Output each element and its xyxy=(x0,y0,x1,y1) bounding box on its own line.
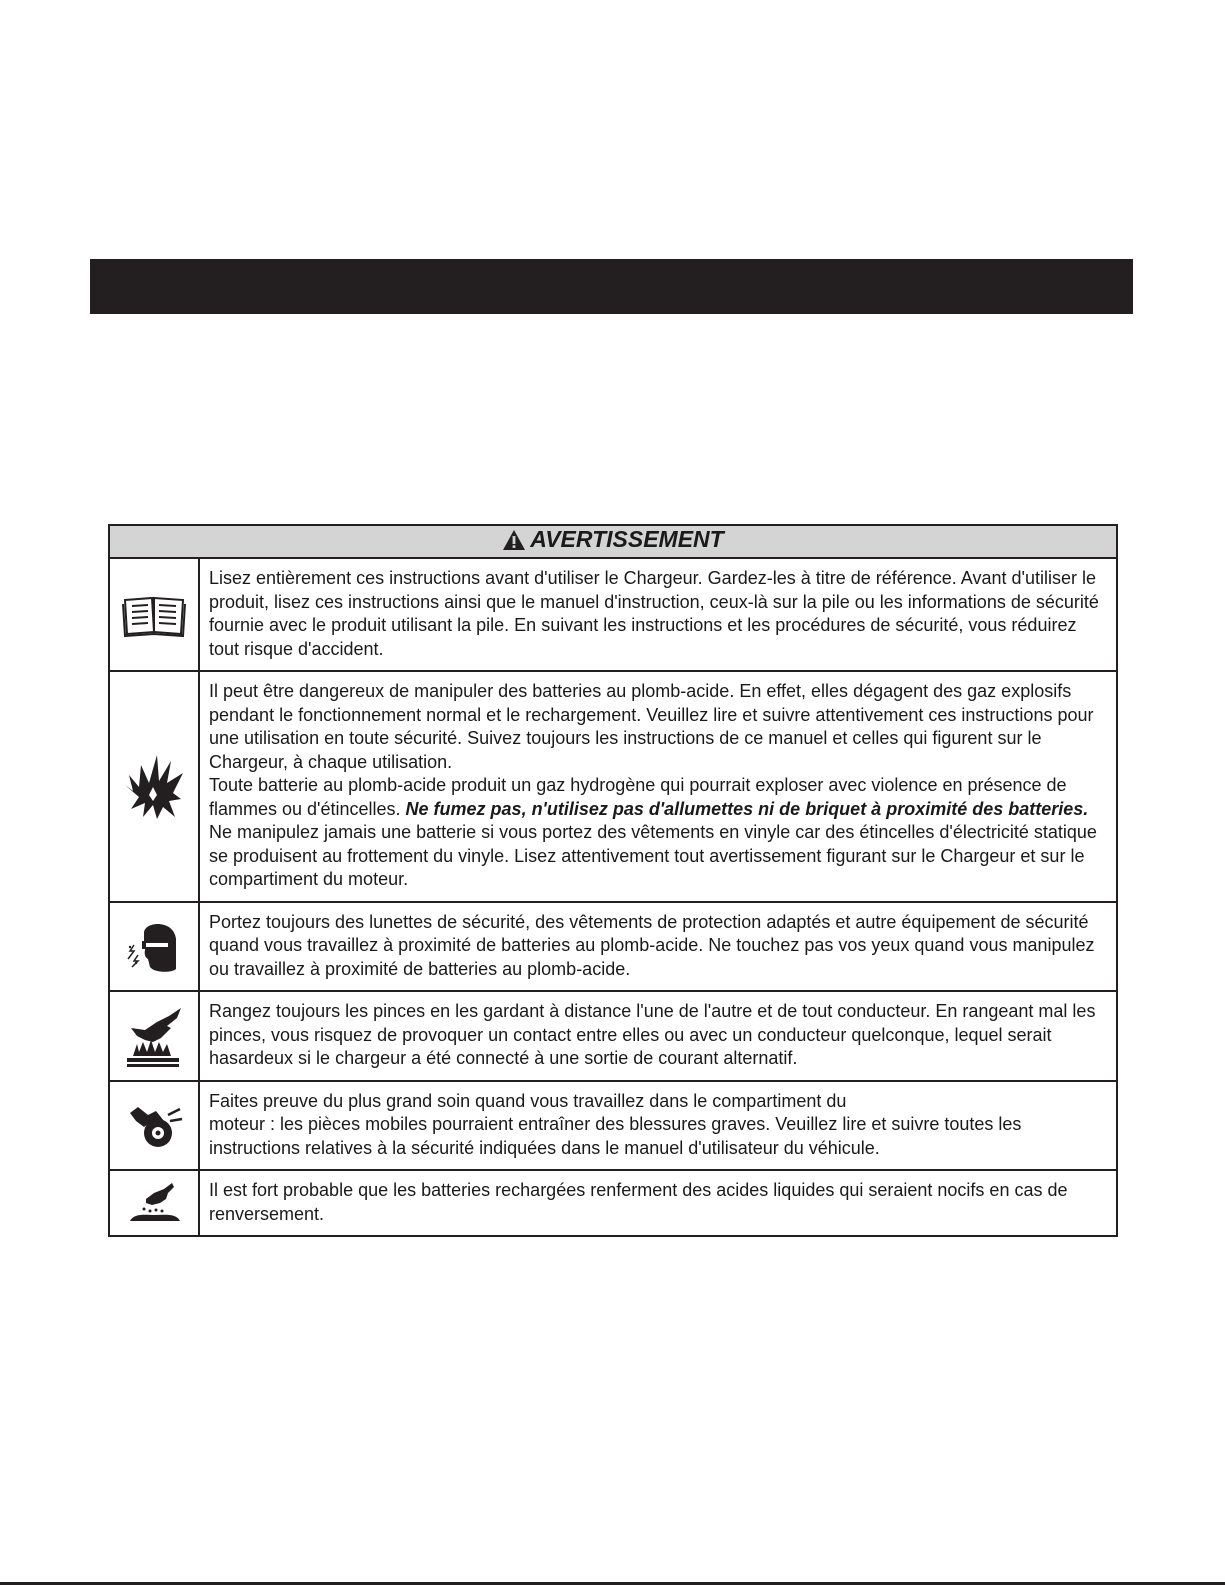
row-text-part: Toute batterie au plomb-acide produit un gaz hydrogène qui pourrait exploser avec violence en présence de flammes ou d'étincelles. xyxy=(209,775,1067,819)
warning-row xyxy=(109,1170,1117,1236)
row-emphasis: Ne fumez pas, n'utilisez pas d'allumettes ni de briquet à proximité des batteries. xyxy=(405,798,1089,819)
section-header-bar xyxy=(90,259,1133,314)
warning-title: AVERTISSEMENT xyxy=(530,526,724,553)
row-text-part: Faites preuve du plus grand soin quand vous travaillez dans le compartiment du xyxy=(209,1090,847,1111)
safety-goggles-icon xyxy=(124,917,184,975)
explosion-icon xyxy=(123,751,185,821)
warning-row xyxy=(109,671,1117,902)
row-text: Il est fort probable que les batteries rechargées renferment des acides liquides qui seraient nocifs en cas de renversement. xyxy=(199,1170,1117,1236)
row-text xyxy=(199,671,1117,902)
warning-row xyxy=(109,1081,1117,1171)
hand-fire-icon xyxy=(123,1004,185,1068)
warning-header xyxy=(109,525,1117,558)
acid-spill-icon xyxy=(124,1181,184,1225)
row-text: Rangez toujours les pinces en les gardant à distance l'une de l'autre et de tout conducteur. En rangeant mal les pinces, vous risquez de provoquer un contact entre elles ou avec un conducteur quelconque, lequel serait hasardeux si le chargeur a été connecté à une sortie de courant alternatif. xyxy=(199,991,1117,1081)
read-manual-icon xyxy=(121,592,187,638)
row-text xyxy=(199,1081,1117,1171)
warning-row xyxy=(109,902,1117,992)
warning-triangle-icon xyxy=(502,529,526,551)
warning-table xyxy=(108,524,1118,1237)
warning-row xyxy=(109,991,1117,1081)
row-text-part: Il peut être dangereux de manipuler des batteries au plomb-acide. En effet, elles dégagent des gaz explosifs pendant le fonctionnement normal et le rechargement. Veuillez lire et suivre attentivement ces instructions pour une utilisation en toute sécurité. Suivez toujours les instructions de ce manuel et celles qui figurent sur le Chargeur, à chaque utilisation. xyxy=(209,681,1094,772)
row-text: Portez toujours des lunettes de sécurité, des vêtements de protection adaptés et autre équipement de sécurité quand vous travaillez à proximité de batteries au plomb-acide. Ne touchez pas vos yeux quand vous manipulez ou travaillez à proximité de batteries au plomb-acide. xyxy=(199,902,1117,992)
moving-parts-icon xyxy=(124,1095,184,1155)
row-text: Lisez entièrement ces instructions avant d'utiliser le Chargeur. Gardez-les à titre de référence. Avant d'utiliser le produit, lisez ces instructions ainsi que le manuel d'instruction, ceux-là sur la pile ou les informations de sécurité fournie avec le produit utilisant la pile. En suivant les instructions et les procédures de sécurité, vous réduirez tout risque d'accident. xyxy=(199,558,1117,671)
row-text-part: Ne manipulez jamais une batterie si vous portez des vêtements en vinyle car des étincelles d'électricité statique se produisent au frottement du vinyle. Lisez attentivement tout avertissement figurant sur le Chargeur et sur le compartiment du moteur. xyxy=(209,822,1097,889)
warning-row xyxy=(109,558,1117,671)
row-text-part: moteur : les pièces mobiles pourraient entraîner des blessures graves. Veuillez lire et suivre toutes les instructions relatives à la sécurité indiquées dans le manuel d'utilisateur du véhicule. xyxy=(209,1114,1022,1158)
